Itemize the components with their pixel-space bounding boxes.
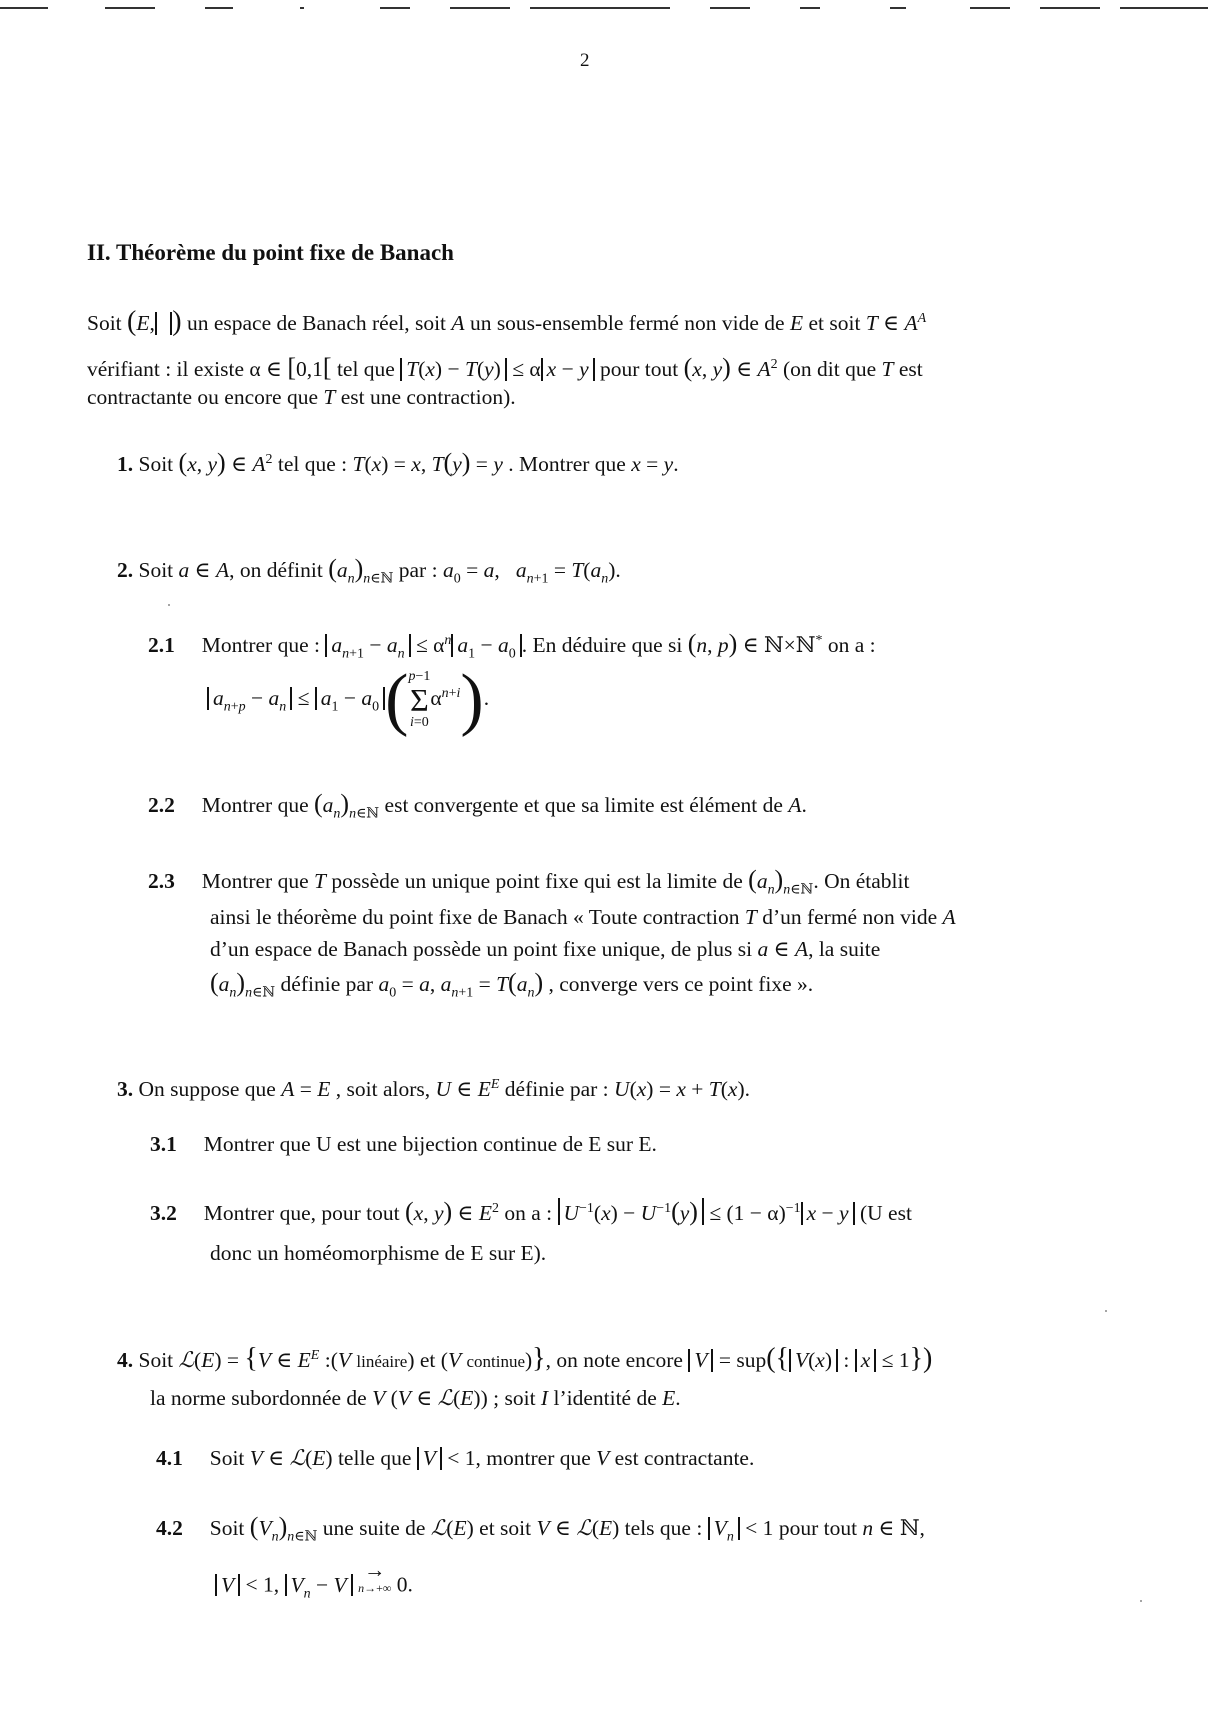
question-3: 3. On suppose que A = E , soit alors, U ∈ $E^E$ définie par : U(x) = x + T(x). — [117, 1076, 750, 1101]
question-3-2-line-1: 3.2 Montrer que, pour tout (x, y) ∈ $E^2$ on a : $U^{-1}(x) - U^{-1}(y) \le (1 - \alpha)^{-1}$ x − y (U est — [150, 1197, 912, 1226]
intro-line-1: Soit (E, ) un espace de Banach réel, soit A un sous-ensemble fermé non vide de E et soit T ∈ $A^A$ — [87, 306, 927, 337]
section-title: II. Théorème du point fixe de Banach — [87, 240, 454, 265]
question-4-line-1: 4. Soit ℒ(E) = {V ∈ $E^E$ :(V linéaire) et (V continue)}, on note encore V = sup({ V(x) : x ≤ 1}) — [117, 1343, 933, 1374]
question-2-3-line-4: $(a_n)_{n\in ℕ}$ définie par $a_0 = a$, $a_{n+1} = T(a_n)$ , converge vers ce point fixe ». — [210, 968, 814, 1001]
question-2-1-formula: $a_{n+p} - a_n \le a_1 - a_0$( p−1 Σ i=0 $\alpha^{n+i}$). — [207, 665, 489, 735]
question-4-2-line-2: V < 1, $V_n - V$ → n→+∞ 0. — [215, 1560, 413, 1598]
question-2-1-line-1: 2.1 Montrer que : $a_{n+1} - a_n \le \alpha^n$ $a_1 - a_0$ . En déduire que si (n, p) ∈ ℕ×ℕ* on a : — [148, 629, 876, 662]
question-4-2-line-1: 4.2 Soit $(V_n)_{n\in ℕ}$ une suite de ℒ(E) et soit V ∈ ℒ(E) tels que : $V_n < 1$ pour tout n ∈ ℕ, — [156, 1512, 925, 1545]
question-2-3-line-3: d’un espace de Banach possède un point fixe unique, de plus si a ∈ A, la suite — [210, 937, 881, 961]
question-2: 2. Soit a ∈ A, on définit $(a_n)_{n\in ℕ}$ par : $a_0 = a$, $a_{n+1} = T(a_n)$. — [117, 554, 621, 587]
intro-line-3: contractante ou encore que T est une contraction). — [87, 385, 516, 409]
limit-arrow: → n→+∞ — [358, 1558, 392, 1595]
question-2-3-line-1: 2.3 Montrer que T possède un unique point fixe qui est la limite de $(a_n)_{n\in ℕ}$. On établit — [148, 865, 910, 898]
question-3-2-line-2: donc un homéomorphisme de E sur E). — [210, 1241, 547, 1265]
question-2-3-line-2: ainsi le théorème du point fixe de Banach « Toute contraction T d’un fermé non vide A — [210, 905, 956, 929]
scan-speck — [1105, 1310, 1107, 1312]
scan-top-border — [0, 7, 1208, 9]
question-4-line-2: la norme subordonnée de V (V ∈ ℒ(E)) ; soit I l’identité de E. — [150, 1386, 681, 1410]
scan-speck — [1140, 1600, 1142, 1602]
question-3-1: 3.1 Montrer que U est une bijection continue de E sur E. — [150, 1132, 657, 1156]
sum-symbol: p−1 Σ i=0 — [408, 669, 431, 730]
question-4-1: 4.1 Soit V ∈ ℒ(E) telle que V < 1, montrer que V est contractante. — [156, 1446, 755, 1470]
page-number: 2 — [580, 50, 590, 71]
question-1: 1. Soit (x, y) ∈ $A^2$ tel que : T(x) = x, T(y) = y . Montrer que x = y. — [117, 448, 679, 477]
scan-speck — [168, 604, 170, 606]
intro-line-2: vérifiant : il existe α ∈ [0,1[ tel que T(x) − T(y) ≤ α x − y pour tout (x, y) ∈ $A^2$ (on dit que T est — [87, 353, 923, 382]
question-2-2: 2.2 Montrer que $(a_n)_{n\in ℕ}$ est convergente et que sa limite est élément de A. — [148, 789, 807, 822]
